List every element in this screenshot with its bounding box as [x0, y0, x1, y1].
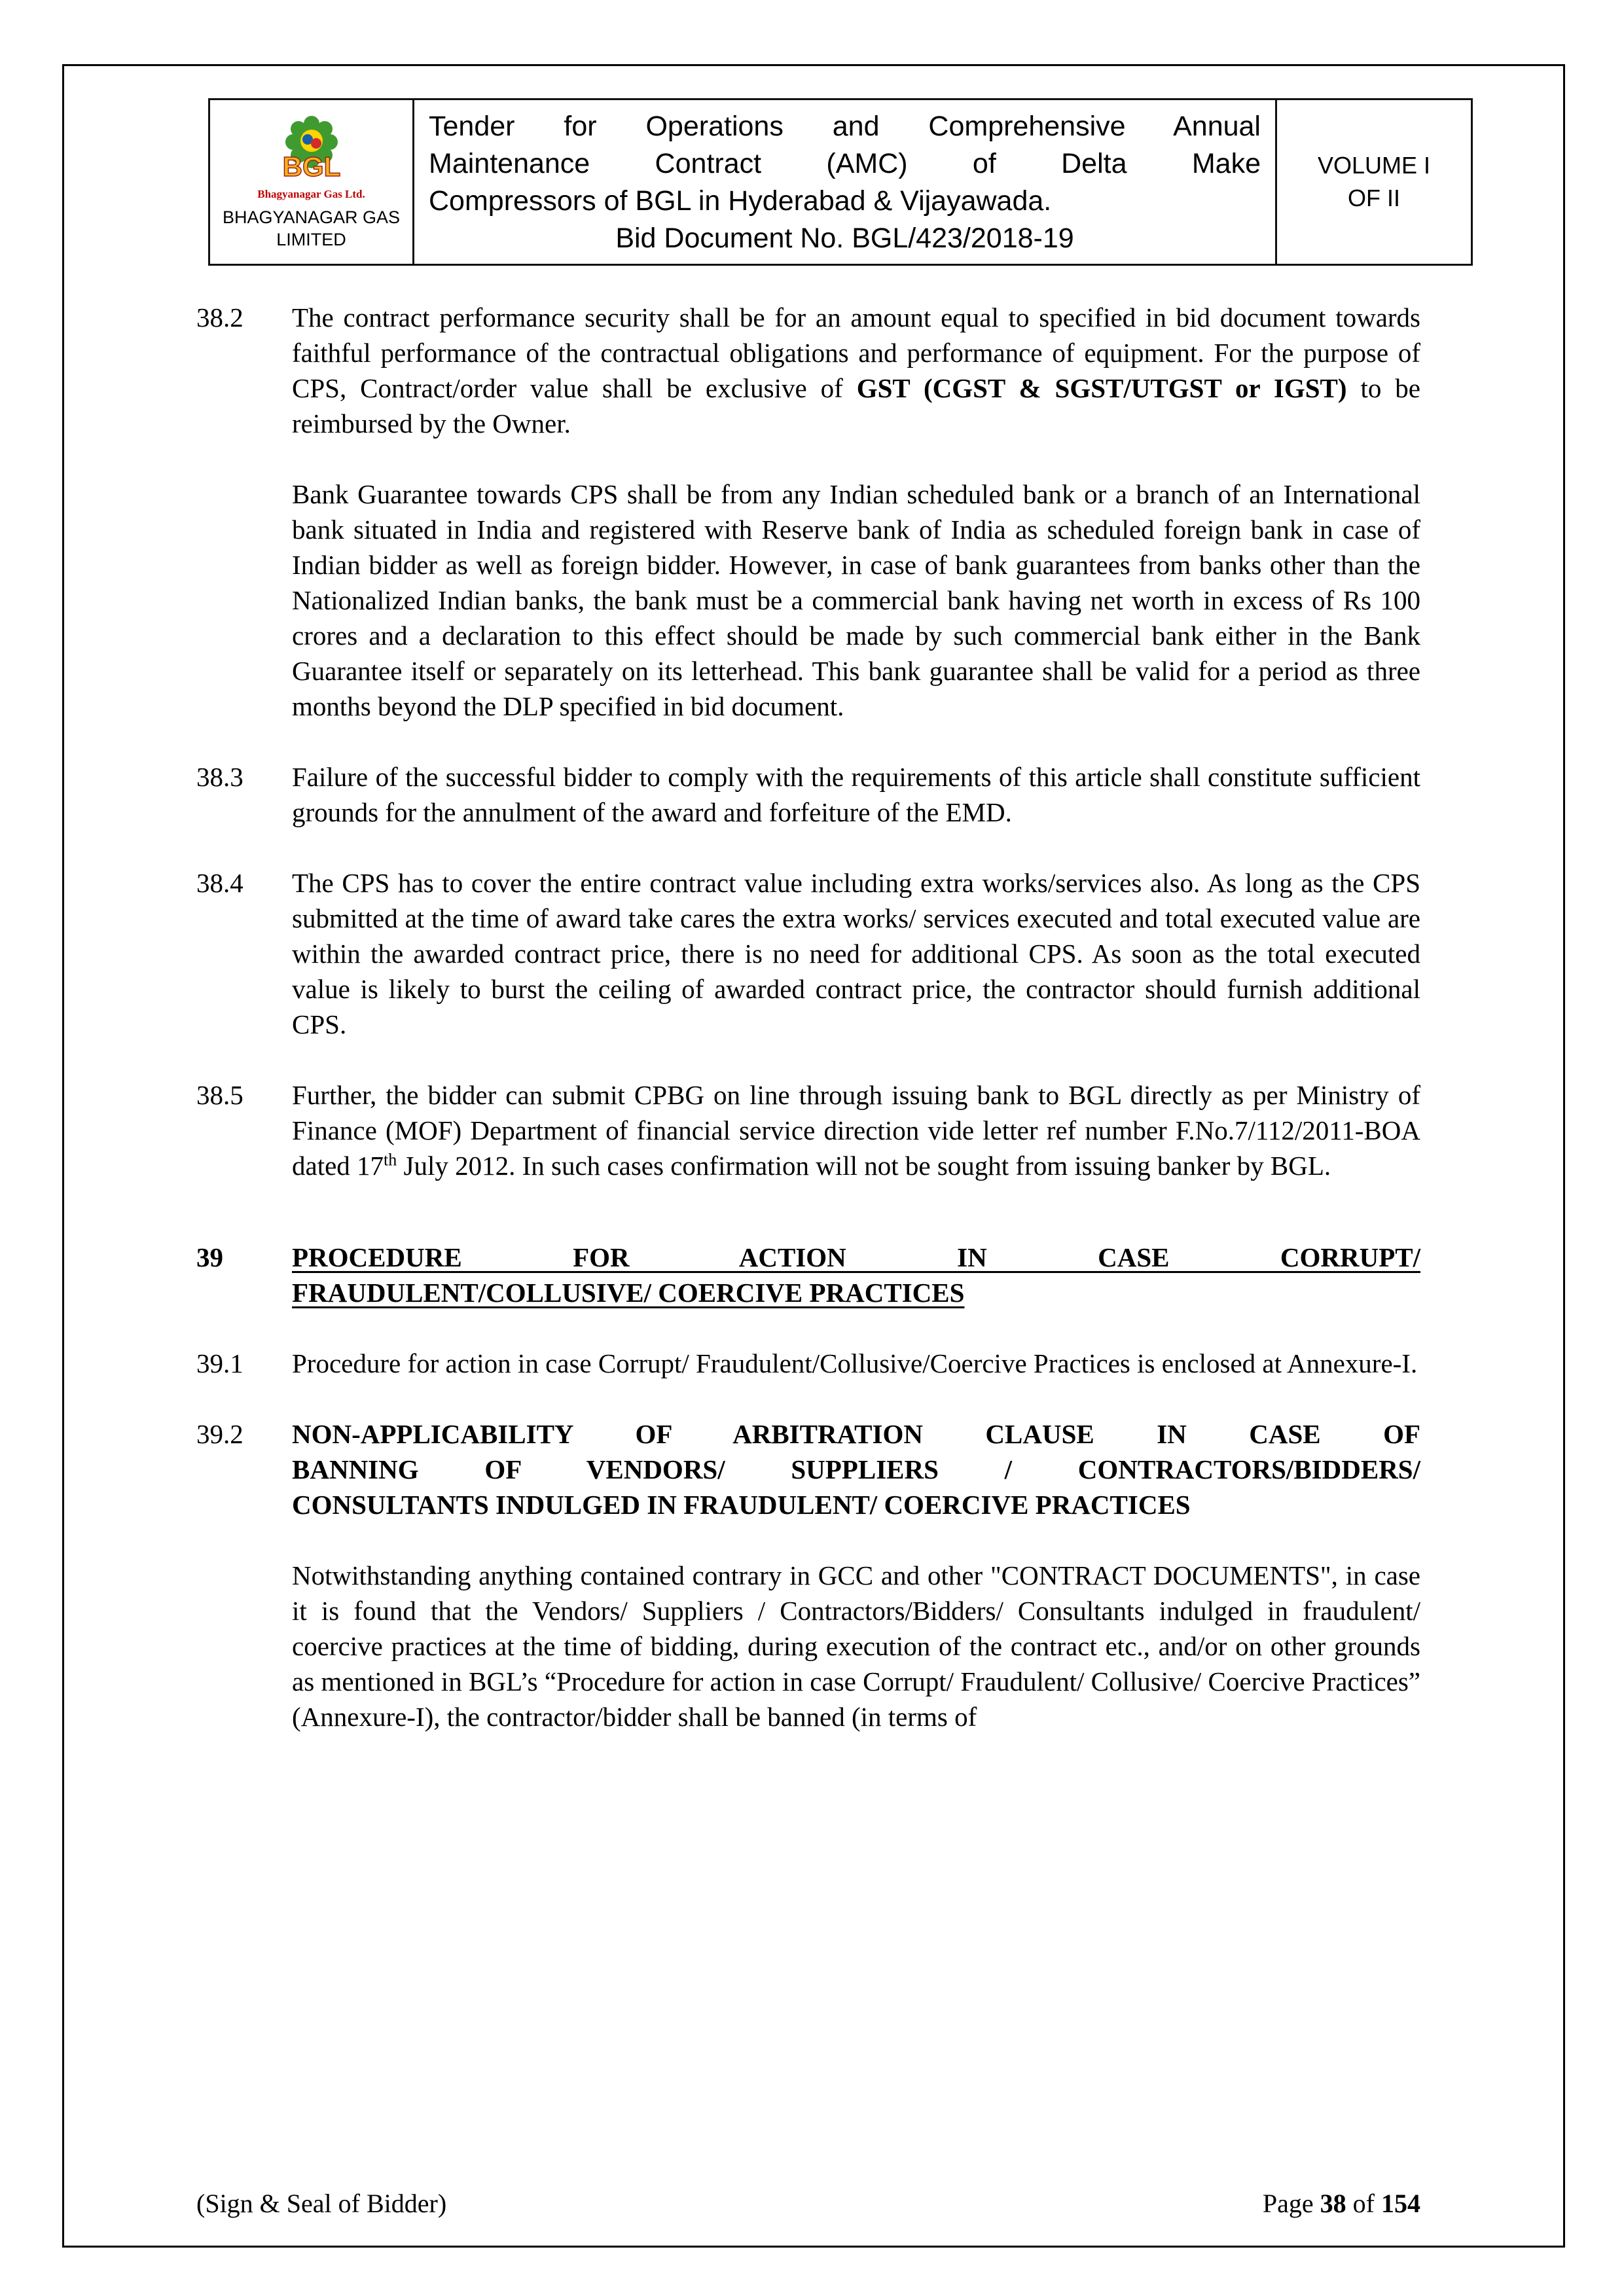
volume-line-1: VOLUME I: [1317, 152, 1431, 179]
superscript-th: th: [384, 1150, 397, 1170]
bgl-logo-icon: [266, 113, 357, 187]
clause-39-1: [196, 1346, 1420, 1381]
volume-cell: [1277, 100, 1471, 264]
clause-39-2-heading: [292, 1416, 1420, 1522]
page-number-current: 38: [1320, 2189, 1346, 2218]
clause-number: 39.2: [196, 1419, 244, 1449]
page-number: [1263, 2187, 1420, 2220]
clause-38-5: [196, 1077, 1420, 1183]
page-footer: [196, 2187, 1420, 2220]
clause-38-5-text-2: July 2012. In such cases confirmation will not be sought from issuing banker by BGL.: [397, 1151, 1331, 1181]
clause-38-2-text-2: to be reimbursed by the Owner.: [292, 373, 1420, 439]
clause-38-3: [196, 759, 1420, 830]
document-body: [196, 300, 1420, 1770]
clause-number: 38.3: [196, 762, 244, 792]
header-table: [208, 98, 1473, 266]
clause-text: Procedure for action in case Corrupt/ Fraudulent/Collusive/Coercive Practices is enclosed at Annexure-I.: [292, 1348, 1418, 1378]
clause-text: Failure of the successful bidder to comply with the requirements of this article shall constitute sufficient grounds for the annulment of the award and forfeiture of the EMD.: [292, 762, 1420, 827]
tender-title-line-3: Compressors of BGL in Hyderabad & Vijayawada.: [429, 185, 1052, 217]
tender-title-cell: [414, 100, 1277, 264]
clause-39-2-heading-line-3: CONSULTANTS INDULGED IN FRAUDULENT/ COERCIVE PRACTICES: [292, 1490, 1191, 1520]
tender-title-line-1: Tender for Operations and Comprehensive Annual: [429, 111, 1261, 142]
clause-38-2-bold: GST (CGST & SGST/UTGST or IGST): [856, 373, 1347, 403]
logo-caption: Bhagyanagar Gas Ltd.: [257, 188, 365, 200]
company-name-line2: LIMITED: [276, 230, 346, 249]
clause-number: 39.1: [196, 1348, 244, 1378]
bank-guarantee-paragraph: Bank Guarantee towards CPS shall be from any Indian scheduled bank or a branch of an International bank situated in India and registered with Reserve bank of India as scheduled foreign bank in case of Indian bidder as well as foreign bidder. However, in case of bank guarantees from banks other than the Nationalized Indian banks, the bank must be a commercial bank having net worth in excess of Rs 100 crores and a declaration to this effect should be made by such commercial bank either in the Bank Guarantee itself or separately on its letterhead. This bank guarantee shall be valid for a period as three months beyond the DLP specified in bid document.: [292, 479, 1420, 721]
clause-38-4: [196, 865, 1420, 1042]
section-heading-text: [292, 1240, 1420, 1310]
clause-38-2: [196, 300, 1420, 441]
clause-text: [292, 1077, 1420, 1183]
logo-cell: [210, 100, 414, 264]
clause-38-2-continuation: [196, 476, 1420, 724]
section-number: 39: [196, 1242, 223, 1272]
clause-39-2-heading-line-2: BANNING OF VENDORS/ SUPPLIERS / CONTRACTORS/BIDDERS/: [292, 1454, 1420, 1484]
clause-39-2-content: [292, 1416, 1420, 1734]
sign-seal-label: (Sign & Seal of Bidder): [196, 2189, 447, 2218]
clause-38-2-text-1: The contract performance security shall be for an amount equal to specified in bid document towards faithful performance of the contractual obligations and performance of equipment. For the purpose of CPS, Contract/order value shall be exclusive of: [292, 302, 1420, 403]
section-39-heading: [196, 1240, 1420, 1310]
section-39-heading-line-2: FRAUDULENT/COLLUSIVE/ COERCIVE PRACTICES: [292, 1278, 965, 1308]
bid-document-number: Bid Document No. BGL/423/2018-19: [615, 223, 1074, 254]
company-name: [223, 206, 400, 251]
logo-monogram: BGL: [282, 151, 340, 182]
clause-text: The CPS has to cover the entire contract value including extra works/services also. As long as the CPS submitted at the time of award take cares the extra works/ services executed and total executed value are within the awarded contract price, there is no need for additional CPS. As soon as the total executed value is likely to burst the ceiling of awarded contract price, the contractor should furnish additional CPS.: [292, 868, 1420, 1039]
clause-number: 38.2: [196, 302, 244, 332]
clause-number: 38.5: [196, 1080, 244, 1110]
section-39-heading-line-1: PROCEDURE FOR ACTION IN CASE CORRUPT/: [292, 1242, 1420, 1272]
tender-title-line-2: Maintenance Contract (AMC) of Delta Make: [429, 148, 1261, 179]
page-number-total: 154: [1381, 2189, 1420, 2218]
clause-38-5-text-1: Further, the bidder can submit CPBG on line through issuing bank to BGL directly as per Ministry of Finance (MOF) Department of financial service direction vide letter ref number F.No.7/112/2011-BOA dated 17: [292, 1080, 1420, 1181]
company-name-line1: BHAGYANAGAR GAS: [222, 207, 401, 227]
page-label: Page: [1262, 2189, 1320, 2218]
clause-number: 38.4: [196, 868, 244, 898]
clause-39-2-heading-line-1: NON-APPLICABILITY OF ARBITRATION CLAUSE IN CASE OF: [292, 1419, 1420, 1449]
clause-text: [292, 300, 1420, 441]
volume-line-2: OF II: [1348, 185, 1400, 211]
clause-39-2-paragraph: Notwithstanding anything contained contrary in GCC and other "CONTRACT DOCUMENTS", in case it is found that the Vendors/ Suppliers / Contractors/Bidders/ Consultants indulged in fraudulent/ coercive practices at the time of bidding, during execution of the contract etc., and/or on other grounds as mentioned in BGL’s “Procedure for action in case Corrupt/ Fraudulent/ Collusive/ Coercive Practices” (Annexure-I), the contractor/bidder shall be banned (in terms of: [292, 1560, 1420, 1732]
of-label: of: [1346, 2189, 1381, 2218]
clause-39-2: [196, 1416, 1420, 1734]
clause-number-empty: [196, 476, 292, 724]
